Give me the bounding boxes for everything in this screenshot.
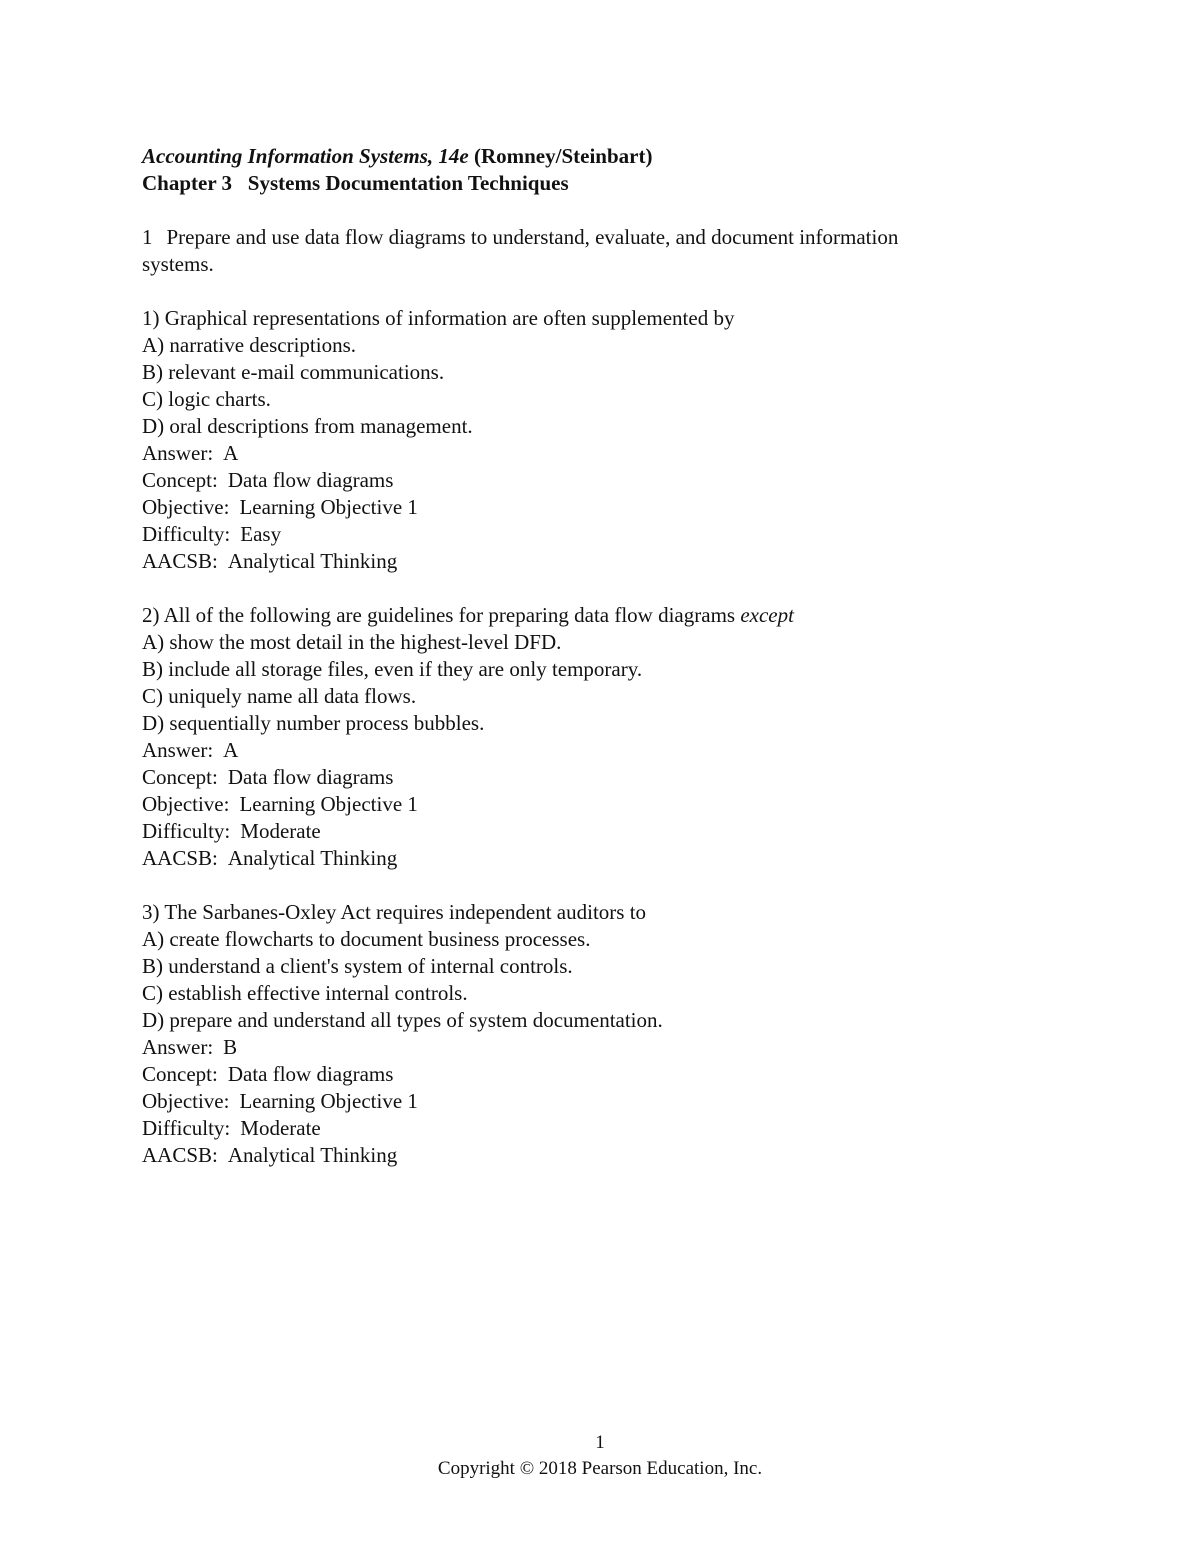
concept-value: Data flow diagrams — [227, 468, 394, 492]
question-stem: 1) Graphical representations of information are often supplemented by — [142, 306, 735, 330]
learning-objective-number: 1 — [142, 225, 153, 249]
answer-option-c: C) establish effective internal controls. — [142, 981, 468, 1005]
question-stem: 2) All of the following are guidelines for preparing data flow diagrams except — [142, 603, 794, 627]
page-content — [142, 143, 1042, 1169]
answer-option-d: D) sequentially number process bubbles. — [142, 711, 485, 735]
answer-line: Answer: A — [142, 441, 239, 465]
learning-objective-text-line1: Prepare and use data flow diagrams to understand, evaluate, and document information — [166, 225, 899, 249]
difficulty-value: Easy — [240, 522, 282, 546]
book-title: Accounting Information Systems, 14e — [142, 144, 469, 168]
spacer — [142, 197, 1042, 224]
objective-value: Learning Objective 1 — [239, 495, 418, 519]
objective-line: Objective: Learning Objective 1 — [142, 792, 418, 816]
spacer — [142, 872, 1042, 899]
answer-option-b: B) understand a client's system of internal controls. — [142, 954, 573, 978]
copyright-notice: Copyright © 2018 Pearson Education, Inc. — [437, 1458, 763, 1479]
difficulty-value: Moderate — [240, 1116, 321, 1140]
learning-objective-text-line2: systems. — [142, 252, 214, 276]
aacsb-line: AACSB: Analytical Thinking — [142, 1143, 398, 1167]
learning-objective-heading — [142, 224, 1042, 278]
answer-value: A — [223, 441, 239, 465]
concept-line: Concept: Data flow diagrams — [142, 765, 394, 789]
concept-line: Concept: Data flow diagrams — [142, 468, 394, 492]
spacer — [142, 278, 1042, 305]
aacsb-line: AACSB: Analytical Thinking — [142, 846, 398, 870]
difficulty-value: Moderate — [240, 819, 321, 843]
stem-emphasis: except — [740, 603, 794, 627]
answer-option-a: A) show the most detail in the highest-level DFD. — [142, 630, 562, 654]
book-authors: (Romney/Steinbart) — [468, 144, 653, 168]
answer-value: A — [223, 738, 239, 762]
page-number: 1 — [595, 1432, 605, 1453]
answer-option-d: D) prepare and understand all types of system documentation. — [142, 1008, 663, 1032]
answer-option-b: B) relevant e-mail communications. — [142, 360, 445, 384]
question-block-1 — [142, 305, 1042, 575]
difficulty-line: Difficulty: Moderate — [142, 1116, 321, 1140]
chapter-title: Chapter 3 Systems Documentation Techniques — [142, 171, 569, 195]
aacsb-value: Analytical Thinking — [227, 846, 398, 870]
answer-line: Answer: A — [142, 738, 239, 762]
concept-value: Data flow diagrams — [227, 1062, 394, 1086]
objective-value: Learning Objective 1 — [239, 1089, 418, 1113]
concept-line: Concept: Data flow diagrams — [142, 1062, 394, 1086]
aacsb-line: AACSB: Analytical Thinking — [142, 549, 398, 573]
question-stem: 3) The Sarbanes-Oxley Act requires independent auditors to — [142, 900, 647, 924]
answer-option-c: C) uniquely name all data flows. — [142, 684, 417, 708]
answer-option-c: C) logic charts. — [142, 387, 271, 411]
answer-option-a: A) create flowcharts to document business processes. — [142, 927, 591, 951]
answer-line: Answer: B — [142, 1035, 238, 1059]
question-block-3 — [142, 899, 1042, 1169]
difficulty-line: Difficulty: Moderate — [142, 819, 321, 843]
objective-line: Objective: Learning Objective 1 — [142, 1089, 418, 1113]
objective-value: Learning Objective 1 — [239, 792, 418, 816]
question-block-2 — [142, 602, 1042, 872]
difficulty-line: Difficulty: Easy — [142, 522, 282, 546]
aacsb-value: Analytical Thinking — [227, 1143, 398, 1167]
objective-line: Objective: Learning Objective 1 — [142, 495, 418, 519]
aacsb-value: Analytical Thinking — [227, 549, 398, 573]
book-title-line — [142, 143, 1042, 170]
concept-value: Data flow diagrams — [227, 765, 394, 789]
spacer — [142, 575, 1042, 602]
answer-option-a: A) narrative descriptions. — [142, 333, 357, 357]
answer-value: B — [223, 1035, 238, 1059]
answer-option-d: D) oral descriptions from management. — [142, 414, 473, 438]
answer-option-b: B) include all storage files, even if they are only temporary. — [142, 657, 643, 681]
